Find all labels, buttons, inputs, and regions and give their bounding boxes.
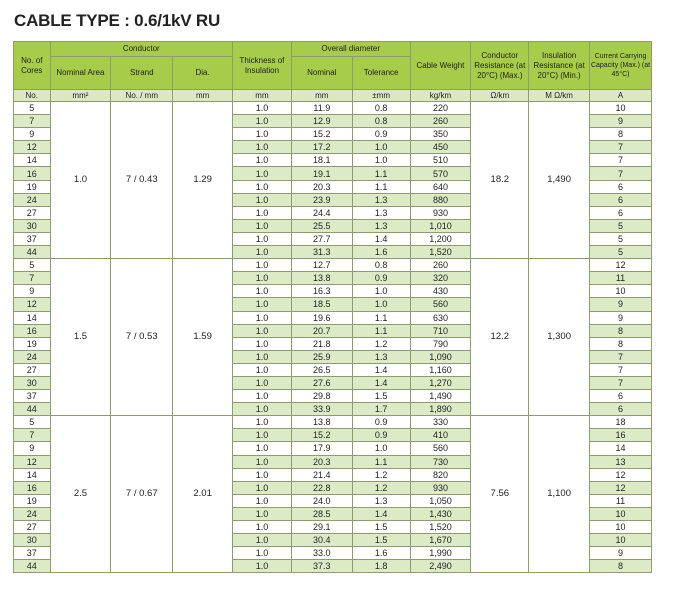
cell-thickness: 1.0 bbox=[233, 219, 292, 232]
unit-cell: mm bbox=[173, 90, 233, 102]
cell-nominal-diameter: 21.4 bbox=[291, 468, 352, 481]
cell-current-capacity: 8 bbox=[590, 324, 652, 337]
cell-cable-weight: 790 bbox=[410, 337, 471, 350]
cell-tolerance: 0.9 bbox=[352, 272, 410, 285]
cell-thickness: 1.0 bbox=[233, 193, 292, 206]
cell-current-capacity: 12 bbox=[590, 468, 652, 481]
cell-cable-weight: 820 bbox=[410, 468, 471, 481]
cell-cores: 44 bbox=[14, 560, 51, 573]
cell-cores: 7 bbox=[14, 115, 51, 128]
cell-tolerance: 1.4 bbox=[352, 507, 410, 520]
cell-cable-weight: 1,520 bbox=[410, 521, 471, 534]
cell-tolerance: 1.2 bbox=[352, 337, 410, 350]
cell-current-capacity: 8 bbox=[590, 128, 652, 141]
cell-current-capacity: 10 bbox=[590, 534, 652, 547]
header-tolerance: Tolerance bbox=[352, 57, 410, 90]
unit-cell: No. / mm bbox=[111, 90, 173, 102]
cell-thickness: 1.0 bbox=[233, 560, 292, 573]
cell-tolerance: 1.0 bbox=[352, 442, 410, 455]
cell-nominal-diameter: 20.3 bbox=[291, 455, 352, 468]
cell-thickness: 1.0 bbox=[233, 115, 292, 128]
cell-nominal-diameter: 17.2 bbox=[291, 141, 352, 154]
cell-tolerance: 1.1 bbox=[352, 180, 410, 193]
cell-cable-weight: 560 bbox=[410, 442, 471, 455]
unit-cell: mm bbox=[291, 90, 352, 102]
cell-cable-weight: 560 bbox=[410, 298, 471, 311]
cell-tolerance: 1.1 bbox=[352, 455, 410, 468]
cell-cable-weight: 410 bbox=[410, 429, 471, 442]
cell-tolerance: 1.0 bbox=[352, 298, 410, 311]
header-nominal-area: Nominal Area bbox=[50, 57, 111, 90]
cell-current-capacity: 5 bbox=[590, 246, 652, 259]
cell-cable-weight: 1,670 bbox=[410, 534, 471, 547]
cell-current-capacity: 8 bbox=[590, 560, 652, 573]
cell-current-capacity: 9 bbox=[590, 115, 652, 128]
cell-nominal-diameter: 13.8 bbox=[291, 272, 352, 285]
cell-thickness: 1.0 bbox=[233, 337, 292, 350]
cell-nominal-area: 1.0 bbox=[50, 102, 111, 259]
cell-current-capacity: 5 bbox=[590, 219, 652, 232]
cell-nominal-diameter: 31.3 bbox=[291, 246, 352, 259]
cell-cores: 14 bbox=[14, 311, 51, 324]
cell-cable-weight: 1,090 bbox=[410, 350, 471, 363]
cell-cores: 27 bbox=[14, 363, 51, 376]
cell-current-capacity: 9 bbox=[590, 298, 652, 311]
cell-conductor-resistance: 12.2 bbox=[471, 259, 529, 416]
cell-cores: 27 bbox=[14, 521, 51, 534]
cell-thickness: 1.0 bbox=[233, 455, 292, 468]
cell-cable-weight: 570 bbox=[410, 167, 471, 180]
cell-cable-weight: 640 bbox=[410, 180, 471, 193]
cell-thickness: 1.0 bbox=[233, 324, 292, 337]
cell-tolerance: 1.6 bbox=[352, 547, 410, 560]
cell-current-capacity: 7 bbox=[590, 363, 652, 376]
cell-cores: 16 bbox=[14, 324, 51, 337]
cell-cable-weight: 710 bbox=[410, 324, 471, 337]
cell-cable-weight: 330 bbox=[410, 416, 471, 429]
cell-tolerance: 1.4 bbox=[352, 363, 410, 376]
cell-tolerance: 1.3 bbox=[352, 206, 410, 219]
cell-cores: 16 bbox=[14, 167, 51, 180]
cell-cable-weight: 1,160 bbox=[410, 363, 471, 376]
cell-cores: 16 bbox=[14, 481, 51, 494]
cell-nominal-diameter: 22.8 bbox=[291, 481, 352, 494]
cell-tolerance: 1.0 bbox=[352, 141, 410, 154]
cell-nominal-diameter: 30.4 bbox=[291, 534, 352, 547]
cell-cores: 19 bbox=[14, 180, 51, 193]
cell-cable-weight: 1,490 bbox=[410, 390, 471, 403]
cell-cores: 12 bbox=[14, 141, 51, 154]
unit-cell: M Ω/km bbox=[529, 90, 590, 102]
cell-thickness: 1.0 bbox=[233, 376, 292, 389]
cell-cable-weight: 630 bbox=[410, 311, 471, 324]
cell-cable-weight: 220 bbox=[410, 102, 471, 115]
cell-cable-weight: 350 bbox=[410, 128, 471, 141]
cell-tolerance: 1.3 bbox=[352, 193, 410, 206]
cell-cable-weight: 450 bbox=[410, 141, 471, 154]
cell-thickness: 1.0 bbox=[233, 259, 292, 272]
cell-thickness: 1.0 bbox=[233, 272, 292, 285]
cell-tolerance: 1.1 bbox=[352, 324, 410, 337]
cell-thickness: 1.0 bbox=[233, 442, 292, 455]
cell-nominal-diameter: 15.2 bbox=[291, 128, 352, 141]
cell-strand: 7 / 0.43 bbox=[111, 102, 173, 259]
cell-thickness: 1.0 bbox=[233, 141, 292, 154]
cell-cable-weight: 260 bbox=[410, 259, 471, 272]
cell-thickness: 1.0 bbox=[233, 285, 292, 298]
cell-thickness: 1.0 bbox=[233, 246, 292, 259]
cell-tolerance: 1.7 bbox=[352, 403, 410, 416]
cell-tolerance: 1.4 bbox=[352, 232, 410, 245]
unit-cell: Ω/km bbox=[471, 90, 529, 102]
cell-current-capacity: 8 bbox=[590, 337, 652, 350]
cell-nominal-diameter: 18.1 bbox=[291, 154, 352, 167]
cell-tolerance: 0.8 bbox=[352, 102, 410, 115]
header-conductor-resistance: Conductor Resistance (at 20°C) (Max.) bbox=[471, 42, 529, 90]
cell-thickness: 1.0 bbox=[233, 167, 292, 180]
cell-tolerance: 1.0 bbox=[352, 154, 410, 167]
cell-cores: 37 bbox=[14, 547, 51, 560]
header-cable-weight: Cable Weight bbox=[410, 42, 471, 90]
unit-cell: mm² bbox=[50, 90, 111, 102]
cell-thickness: 1.0 bbox=[233, 180, 292, 193]
cell-cable-weight: 1,050 bbox=[410, 494, 471, 507]
cell-cores: 14 bbox=[14, 154, 51, 167]
cell-thickness: 1.0 bbox=[233, 429, 292, 442]
cable-spec-table bbox=[13, 41, 652, 573]
cell-nominal-area: 1.5 bbox=[50, 259, 111, 416]
cell-nominal-diameter: 25.9 bbox=[291, 350, 352, 363]
cell-cores: 9 bbox=[14, 285, 51, 298]
cell-thickness: 1.0 bbox=[233, 363, 292, 376]
cell-current-capacity: 7 bbox=[590, 350, 652, 363]
cell-tolerance: 1.8 bbox=[352, 560, 410, 573]
cell-insulation-resistance: 1,100 bbox=[529, 416, 590, 573]
cell-thickness: 1.0 bbox=[233, 507, 292, 520]
cell-current-capacity: 11 bbox=[590, 494, 652, 507]
cell-cores: 37 bbox=[14, 390, 51, 403]
cell-cable-weight: 1,430 bbox=[410, 507, 471, 520]
cell-nominal-diameter: 25.5 bbox=[291, 219, 352, 232]
unit-cell: mm bbox=[233, 90, 292, 102]
cell-nominal-diameter: 16.3 bbox=[291, 285, 352, 298]
cell-tolerance: 1.2 bbox=[352, 468, 410, 481]
cell-tolerance: 0.9 bbox=[352, 416, 410, 429]
cell-cores: 9 bbox=[14, 128, 51, 141]
cell-current-capacity: 12 bbox=[590, 481, 652, 494]
cell-tolerance: 1.3 bbox=[352, 219, 410, 232]
table-row bbox=[14, 102, 652, 115]
cell-current-capacity: 13 bbox=[590, 455, 652, 468]
header-strand: Strand bbox=[111, 57, 173, 90]
cell-current-capacity: 16 bbox=[590, 429, 652, 442]
cell-cores: 30 bbox=[14, 219, 51, 232]
cell-cores: 5 bbox=[14, 102, 51, 115]
cell-current-capacity: 18 bbox=[590, 416, 652, 429]
header-overall-diameter: Overall diameter bbox=[291, 42, 410, 57]
cell-cores: 44 bbox=[14, 246, 51, 259]
cell-cores: 12 bbox=[14, 455, 51, 468]
cell-tolerance: 0.9 bbox=[352, 128, 410, 141]
cell-tolerance: 1.6 bbox=[352, 246, 410, 259]
cell-nominal-diameter: 13.8 bbox=[291, 416, 352, 429]
cell-tolerance: 1.3 bbox=[352, 494, 410, 507]
cell-current-capacity: 5 bbox=[590, 232, 652, 245]
cell-cores: 12 bbox=[14, 298, 51, 311]
cell-nominal-diameter: 19.6 bbox=[291, 311, 352, 324]
cell-nominal-diameter: 15.2 bbox=[291, 429, 352, 442]
cell-cores: 37 bbox=[14, 232, 51, 245]
cell-nominal-diameter: 33.9 bbox=[291, 403, 352, 416]
cell-current-capacity: 11 bbox=[590, 272, 652, 285]
cell-tolerance: 1.3 bbox=[352, 350, 410, 363]
cell-nominal-diameter: 24.4 bbox=[291, 206, 352, 219]
cell-cores: 7 bbox=[14, 272, 51, 285]
cell-current-capacity: 9 bbox=[590, 311, 652, 324]
cell-cores: 19 bbox=[14, 337, 51, 350]
cell-nominal-diameter: 12.9 bbox=[291, 115, 352, 128]
cell-current-capacity: 7 bbox=[590, 376, 652, 389]
cell-thickness: 1.0 bbox=[233, 416, 292, 429]
cell-cores: 44 bbox=[14, 403, 51, 416]
header-insulation-resistance: Insulation Resistance (at 20°C) (Min.) bbox=[529, 42, 590, 90]
cell-cores: 9 bbox=[14, 442, 51, 455]
unit-cell: No. bbox=[14, 90, 51, 102]
cell-cable-weight: 880 bbox=[410, 193, 471, 206]
cell-thickness: 1.0 bbox=[233, 468, 292, 481]
cell-cores: 30 bbox=[14, 534, 51, 547]
cell-thickness: 1.0 bbox=[233, 298, 292, 311]
cell-nominal-diameter: 26.5 bbox=[291, 363, 352, 376]
cell-thickness: 1.0 bbox=[233, 390, 292, 403]
cell-cable-weight: 320 bbox=[410, 272, 471, 285]
cell-thickness: 1.0 bbox=[233, 494, 292, 507]
table-row bbox=[14, 416, 652, 429]
cell-current-capacity: 10 bbox=[590, 507, 652, 520]
cell-thickness: 1.0 bbox=[233, 232, 292, 245]
cell-dia: 1.29 bbox=[173, 102, 233, 259]
cell-cores: 30 bbox=[14, 376, 51, 389]
cell-nominal-diameter: 27.7 bbox=[291, 232, 352, 245]
cell-nominal-area: 2.5 bbox=[50, 416, 111, 573]
cell-nominal-diameter: 28.5 bbox=[291, 507, 352, 520]
unit-cell: ±mm bbox=[352, 90, 410, 102]
header-nominal: Nominal bbox=[291, 57, 352, 90]
unit-cell: kg/km bbox=[410, 90, 471, 102]
cell-thickness: 1.0 bbox=[233, 102, 292, 115]
header-dia: Dia. bbox=[173, 57, 233, 90]
units-row bbox=[14, 90, 652, 102]
header-thickness: Thickness of Insulation bbox=[233, 42, 292, 90]
cell-cable-weight: 930 bbox=[410, 206, 471, 219]
cell-cable-weight: 430 bbox=[410, 285, 471, 298]
cell-thickness: 1.0 bbox=[233, 481, 292, 494]
cell-tolerance: 1.4 bbox=[352, 376, 410, 389]
table-body bbox=[14, 102, 652, 573]
cell-thickness: 1.0 bbox=[233, 350, 292, 363]
cell-cable-weight: 2,490 bbox=[410, 560, 471, 573]
cell-cable-weight: 510 bbox=[410, 154, 471, 167]
cell-cores: 24 bbox=[14, 507, 51, 520]
cell-current-capacity: 9 bbox=[590, 547, 652, 560]
cell-current-capacity: 6 bbox=[590, 390, 652, 403]
cell-tolerance: 0.8 bbox=[352, 259, 410, 272]
cell-current-capacity: 7 bbox=[590, 167, 652, 180]
cell-nominal-diameter: 20.3 bbox=[291, 180, 352, 193]
cell-cable-weight: 1,010 bbox=[410, 219, 471, 232]
cell-current-capacity: 7 bbox=[590, 154, 652, 167]
cell-thickness: 1.0 bbox=[233, 547, 292, 560]
cell-conductor-resistance: 7.56 bbox=[471, 416, 529, 573]
cell-current-capacity: 14 bbox=[590, 442, 652, 455]
cell-current-capacity: 6 bbox=[590, 206, 652, 219]
cell-insulation-resistance: 1,300 bbox=[529, 259, 590, 416]
cell-cores: 5 bbox=[14, 259, 51, 272]
header-conductor: Conductor bbox=[50, 42, 233, 57]
cell-tolerance: 0.9 bbox=[352, 429, 410, 442]
cell-nominal-diameter: 24.0 bbox=[291, 494, 352, 507]
cell-nominal-diameter: 20.7 bbox=[291, 324, 352, 337]
cell-thickness: 1.0 bbox=[233, 206, 292, 219]
cell-current-capacity: 10 bbox=[590, 285, 652, 298]
cell-cores: 27 bbox=[14, 206, 51, 219]
cell-tolerance: 1.5 bbox=[352, 534, 410, 547]
cell-cores: 24 bbox=[14, 350, 51, 363]
cell-dia: 1.59 bbox=[173, 259, 233, 416]
page-title: CABLE TYPE : 0.6/1kV RU bbox=[14, 11, 221, 30]
cell-nominal-diameter: 12.7 bbox=[291, 259, 352, 272]
cell-nominal-diameter: 17.9 bbox=[291, 442, 352, 455]
cell-tolerance: 1.5 bbox=[352, 390, 410, 403]
cell-nominal-diameter: 11.9 bbox=[291, 102, 352, 115]
cell-cable-weight: 260 bbox=[410, 115, 471, 128]
cell-nominal-diameter: 18.5 bbox=[291, 298, 352, 311]
cell-dia: 2.01 bbox=[173, 416, 233, 573]
cell-cores: 24 bbox=[14, 193, 51, 206]
cell-thickness: 1.0 bbox=[233, 534, 292, 547]
cell-cable-weight: 1,990 bbox=[410, 547, 471, 560]
cell-current-capacity: 10 bbox=[590, 521, 652, 534]
cell-insulation-resistance: 1,490 bbox=[529, 102, 590, 259]
cell-current-capacity: 6 bbox=[590, 403, 652, 416]
cell-thickness: 1.0 bbox=[233, 311, 292, 324]
cell-tolerance: 1.2 bbox=[352, 481, 410, 494]
cell-nominal-diameter: 19.1 bbox=[291, 167, 352, 180]
cell-current-capacity: 7 bbox=[590, 141, 652, 154]
cell-nominal-diameter: 29.8 bbox=[291, 390, 352, 403]
cell-cores: 5 bbox=[14, 416, 51, 429]
cell-thickness: 1.0 bbox=[233, 521, 292, 534]
cell-cores: 14 bbox=[14, 468, 51, 481]
cell-strand: 7 / 0.67 bbox=[111, 416, 173, 573]
header-no-of-cores: No. of Cores bbox=[14, 42, 51, 90]
cell-nominal-diameter: 23.9 bbox=[291, 193, 352, 206]
cell-tolerance: 1.1 bbox=[352, 167, 410, 180]
table-row bbox=[14, 259, 652, 272]
header-current-capacity: Current Carrying Capacity (Max.) (at 45°C) bbox=[590, 42, 652, 90]
cell-cable-weight: 930 bbox=[410, 481, 471, 494]
cell-nominal-diameter: 29.1 bbox=[291, 521, 352, 534]
cell-cable-weight: 730 bbox=[410, 455, 471, 468]
cell-thickness: 1.0 bbox=[233, 128, 292, 141]
cell-cable-weight: 1,890 bbox=[410, 403, 471, 416]
unit-cell: A bbox=[590, 90, 652, 102]
cell-strand: 7 / 0.53 bbox=[111, 259, 173, 416]
cell-thickness: 1.0 bbox=[233, 403, 292, 416]
cell-nominal-diameter: 33.0 bbox=[291, 547, 352, 560]
cell-tolerance: 1.5 bbox=[352, 521, 410, 534]
cell-tolerance: 1.1 bbox=[352, 311, 410, 324]
cell-current-capacity: 6 bbox=[590, 180, 652, 193]
cell-thickness: 1.0 bbox=[233, 154, 292, 167]
cell-nominal-diameter: 27.6 bbox=[291, 376, 352, 389]
cell-tolerance: 0.8 bbox=[352, 115, 410, 128]
cell-nominal-diameter: 21.8 bbox=[291, 337, 352, 350]
cell-cable-weight: 1,270 bbox=[410, 376, 471, 389]
cell-cable-weight: 1,520 bbox=[410, 246, 471, 259]
cell-conductor-resistance: 18.2 bbox=[471, 102, 529, 259]
cell-current-capacity: 6 bbox=[590, 193, 652, 206]
cell-tolerance: 1.0 bbox=[352, 285, 410, 298]
cell-current-capacity: 10 bbox=[590, 102, 652, 115]
cell-cores: 19 bbox=[14, 494, 51, 507]
cell-cable-weight: 1,200 bbox=[410, 232, 471, 245]
cell-current-capacity: 12 bbox=[590, 259, 652, 272]
cell-cores: 7 bbox=[14, 429, 51, 442]
cell-nominal-diameter: 37.3 bbox=[291, 560, 352, 573]
